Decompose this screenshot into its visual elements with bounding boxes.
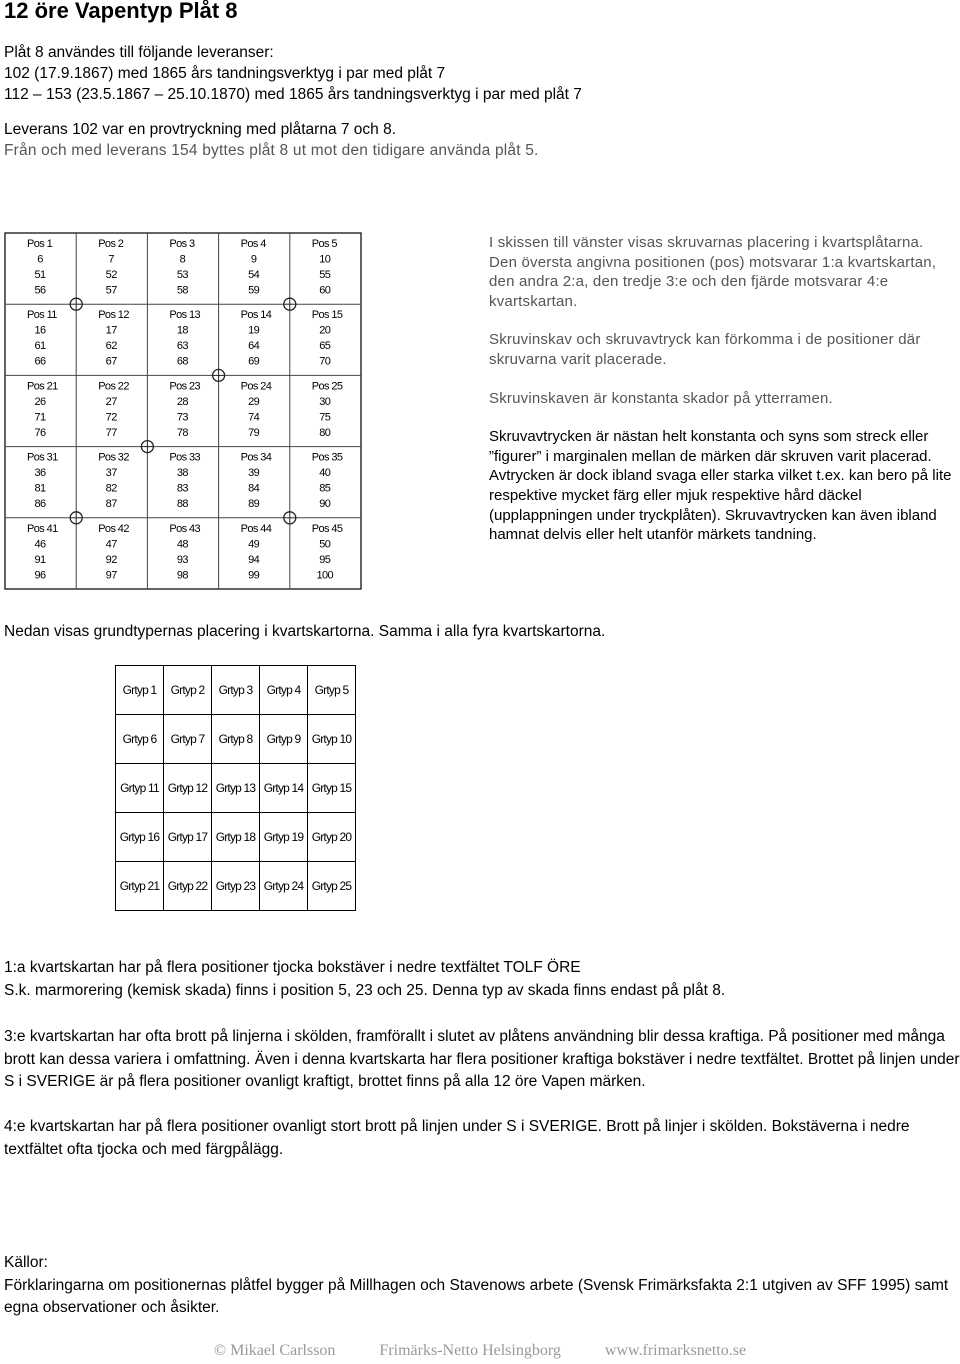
- note-text: S.k. marmorering (kemisk skada) finns i position 5, 23 och 25. Denna typ av skada finns endast på plåt 8.: [4, 981, 726, 999]
- grundtyp-row: [116, 715, 356, 764]
- sketch-pos-number: 63: [176, 340, 188, 353]
- sketch-pos-number: 81: [34, 482, 46, 495]
- sketch-pos-label: Pos 32: [98, 451, 129, 464]
- sources-label: Källor:: [4, 1254, 48, 1271]
- sketch-pos-number: 8: [179, 253, 186, 266]
- sketch-pos-number: 27: [105, 395, 117, 408]
- sketch-pos-number: 94: [248, 553, 260, 566]
- sketch-pos-number: 100: [316, 569, 334, 582]
- sketch-pos-label: Pos 31: [27, 451, 58, 464]
- sketch-pos-number: 91: [34, 553, 46, 566]
- sketch-pos-number: 66: [34, 355, 46, 368]
- explanation-p3: Skruvinskaven är konstanta skador på ytterramen.: [489, 389, 833, 407]
- sketch-pos-number: 87: [105, 498, 117, 511]
- grundtyp-cell: Grtyp 12: [164, 764, 212, 813]
- sketch-pos-number: 59: [248, 284, 260, 297]
- sources-text: Förklaringarna om positionernas plåtfel bygger på Millhagen och Stavenows arbete (Svensk Frimärksfakta 2:1 utgiven av SFF 1995) samt egna observationer och åsikter.: [4, 1276, 949, 1316]
- sketch-pos-number: 49: [248, 538, 260, 551]
- grundtyp-caption: Nedan visas grundtypernas placering i kvartskartorna. Samma i alla fyra kvartskartorna.: [4, 623, 606, 640]
- screw-marker-icon: [70, 298, 82, 310]
- note-quarter-3: 3:e kvartskartan har ofta brott på linjerna i skölden, framförallt i slutet av plåtens användning blir dessa kraftiga. På positioner med många brott kan dessa variera i omfattning. Även i denna kvartskarta har flera positioner kraftiga bokstäver i nedre textfältet. Brottet på linjen under S i SVERIGE är på flera positioner ovanligt kraftigt, brottet finns på alla 12 öre Vapen märken.: [4, 1028, 960, 1090]
- sketch-pos-label: Pos 22: [98, 380, 129, 393]
- sketch-pos-number: 74: [248, 411, 260, 424]
- sketch-pos-number: 38: [176, 467, 188, 480]
- sketch-pos-label: Pos 13: [169, 309, 201, 322]
- page-title: 12 öre Vapentyp Plåt 8: [4, 0, 238, 23]
- sketch-pos-number: 99: [248, 569, 260, 582]
- note-text: 1:a kvartskartan har på flera positioner tjocka bokstäver i nedre textfältet TOLF ÖRE: [4, 959, 581, 976]
- sketch-pos-number: 20: [319, 324, 331, 337]
- grundtyp-cell: Grtyp 18: [212, 813, 260, 862]
- sketch-pos-number: 82: [105, 482, 117, 495]
- grundtyp-row: [116, 813, 356, 862]
- sketch-pos-number: 53: [176, 269, 188, 281]
- sketch-pos-number: 28: [176, 395, 188, 408]
- sketch-pos-label: Pos 3: [169, 238, 195, 250]
- intro-line: Leverans 102 var en provtryckning med plåtarna 7 och 8.: [4, 121, 397, 138]
- sketch-pos-number: 88: [176, 498, 188, 511]
- sketch-pos-number: 18: [176, 324, 188, 337]
- sketch-pos-label: Pos 43: [169, 522, 201, 535]
- sketch-pos-number: 67: [105, 355, 117, 368]
- grundtyp-cell: Grtyp 9: [260, 715, 308, 764]
- sketch-pos-number: 39: [248, 467, 260, 480]
- sketch-pos-number: 40: [319, 467, 331, 480]
- sketch-pos-number: 6: [37, 253, 43, 266]
- sketch-pos-label: Pos 12: [98, 309, 129, 322]
- grundtyp-cell: Grtyp 24: [260, 862, 308, 911]
- sketch-pos-label: Pos 5: [311, 238, 337, 250]
- sketch-pos-number: 83: [176, 482, 188, 495]
- sketch-pos-label: Pos 21: [27, 380, 58, 393]
- sketch-pos-number: 37: [105, 467, 117, 480]
- explanation-p2: Skruvinskav och skruvavtryck kan förkomma i de positioner där skruvarna varit placerade.: [489, 331, 921, 368]
- grundtyp-cell: Grtyp 14: [260, 764, 308, 813]
- sketch-pos-number: 84: [248, 482, 260, 495]
- footer: [0, 1342, 960, 1360]
- sketch-pos-label: Pos 2: [98, 238, 124, 250]
- grundtyp-cell: Grtyp 23: [212, 862, 260, 911]
- sketch-pos-number: 10: [319, 253, 331, 266]
- sketch-pos-number: 51: [34, 269, 46, 281]
- sketch-pos-number: 76: [34, 426, 46, 439]
- sources-block: [4, 1252, 960, 1320]
- intro-block: [4, 42, 582, 161]
- sketch-pos-number: 78: [176, 426, 188, 439]
- grundtyp-cell: Grtyp 16: [116, 813, 164, 862]
- sketch-pos-number: 72: [105, 411, 117, 424]
- grundtyp-cell: Grtyp 2: [164, 666, 212, 715]
- grundtyp-row: [116, 764, 356, 813]
- sketch-pos-number: 73: [176, 411, 188, 424]
- sketch-pos-number: 57: [105, 284, 117, 297]
- sketch-pos-number: 58: [176, 284, 188, 297]
- sketch-pos-label: Pos 25: [311, 380, 343, 393]
- grundtyp-cell: Grtyp 8: [212, 715, 260, 764]
- sketch-pos-number: 52: [105, 269, 117, 281]
- screw-marker-icon: [284, 298, 296, 310]
- sketch-pos-label: Pos 24: [240, 380, 272, 393]
- grundtyp-cell: Grtyp 17: [164, 813, 212, 862]
- sketch-pos-number: 55: [319, 269, 331, 281]
- sketch-pos-label: Pos 45: [311, 522, 343, 535]
- sketch-pos-number: 48: [176, 538, 188, 551]
- sketch-pos-number: 86: [34, 498, 46, 511]
- sketch-pos-number: 85: [319, 482, 331, 495]
- grundtyp-table: [115, 665, 356, 911]
- sketch-pos-number: 93: [176, 553, 188, 566]
- sketch-pos-number: 46: [34, 538, 46, 551]
- sketch-pos-number: 68: [176, 355, 188, 368]
- screw-position-sketch: [4, 232, 362, 590]
- sketch-pos-number: 80: [319, 426, 331, 439]
- grundtyp-cell: Grtyp 19: [260, 813, 308, 862]
- sketch-pos-number: 77: [105, 426, 117, 439]
- sketch-pos-number: 47: [105, 538, 117, 551]
- sketch-pos-number: 70: [319, 355, 331, 368]
- sketch-pos-number: 61: [34, 340, 46, 353]
- screw-marker-icon: [284, 512, 296, 524]
- sketch-pos-label: Pos 42: [98, 522, 129, 535]
- sketch-pos-label: Pos 44: [240, 522, 272, 535]
- footer-website: www.frimarksnetto.se: [604, 1342, 747, 1359]
- sketch-pos-number: 69: [248, 355, 260, 368]
- sketch-pos-number: 16: [34, 324, 46, 337]
- sketch-pos-number: 60: [319, 284, 331, 297]
- sketch-pos-label: Pos 14: [240, 309, 272, 322]
- note-quarter-1: [4, 957, 960, 1002]
- grundtyp-cell: Grtyp 21: [116, 862, 164, 911]
- grundtyp-cell: Grtyp 3: [212, 666, 260, 715]
- grundtyp-row: [116, 666, 356, 715]
- sketch-pos-number: 50: [319, 538, 331, 551]
- sketch-pos-number: 29: [248, 395, 260, 408]
- sketch-pos-number: 65: [319, 340, 331, 353]
- sketch-pos-number: 79: [248, 426, 260, 439]
- sketch-pos-number: 36: [34, 467, 46, 480]
- grundtyp-cell: Grtyp 25: [308, 862, 356, 911]
- grundtyp-cell: Grtyp 10: [308, 715, 356, 764]
- sketch-pos-number: 92: [105, 553, 117, 566]
- sketch-pos-number: 62: [105, 340, 117, 353]
- sketch-pos-number: 71: [34, 411, 46, 424]
- sketch-pos-number: 7: [108, 253, 114, 266]
- explanation-text: Den översta angivna positionen (pos) motsvarar 1:a kvartskartan, den andra 2:a, den tredje 3:e och den fjärde motsvarar 4:e kvartskartan.: [489, 253, 937, 310]
- sketch-pos-number: 26: [34, 395, 46, 408]
- sketch-pos-label: Pos 15: [311, 309, 343, 322]
- sketch-pos-number: 89: [248, 498, 260, 511]
- footer-author: © Mikael Carlsson: [213, 1342, 336, 1359]
- sketch-pos-label: Pos 33: [169, 451, 201, 464]
- sketch-pos-number: 97: [105, 569, 117, 582]
- sketch-pos-label: Pos 23: [169, 380, 201, 393]
- sketch-pos-number: 64: [248, 340, 260, 353]
- grundtyp-cell: Grtyp 13: [212, 764, 260, 813]
- grundtyp-cell: Grtyp 1: [116, 666, 164, 715]
- sketch-pos-number: 96: [34, 569, 46, 582]
- grundtyp-cell: Grtyp 7: [164, 715, 212, 764]
- sketch-pos-label: Pos 1: [27, 238, 53, 250]
- sketch-svg: [4, 232, 362, 590]
- sketch-pos-label: Pos 11: [27, 309, 57, 322]
- sketch-pos-label: Pos 34: [240, 451, 272, 464]
- sketch-pos-number: 9: [250, 253, 257, 266]
- sketch-pos-number: 19: [248, 324, 260, 337]
- screw-marker-icon: [70, 512, 82, 524]
- sketch-pos-number: 75: [319, 411, 331, 424]
- sketch-pos-label: Pos 41: [27, 522, 58, 535]
- intro-line: Plåt 8 användes till följande leveranser:: [4, 44, 274, 61]
- grundtyp-row: [116, 862, 356, 911]
- sketch-pos-number: 95: [319, 553, 331, 566]
- intro-line: 102 (17.9.1867) med 1865 års tandningsverktyg i par med plåt 7: [4, 65, 446, 82]
- sketch-pos-number: 54: [248, 269, 260, 281]
- grundtyp-cell: Grtyp 5: [308, 666, 356, 715]
- sketch-explanation: [489, 233, 959, 564]
- intro-line: Från och med leverans 154 byttes plåt 8 ut mot den tidigare använda plåt 5.: [4, 142, 539, 159]
- grundtyp-cell: Grtyp 15: [308, 764, 356, 813]
- sketch-pos-label: Pos 35: [311, 451, 343, 464]
- screw-marker-icon: [141, 441, 153, 453]
- sketch-pos-number: 90: [319, 498, 331, 511]
- explanation-p4: Skruvavtrycken är nästan helt konstanta och syns som streck eller ”figurer” i marginalen mellan de märken där skruven varit placerad. Avtrycken är dock ibland svaga eller starka vilket t.ex. kan bero på lite respektive mycket färg eller mjuk respektive hård däckel (upplappningen under tryckplåten). Skruvavtrycken kan även ibland hamnat delvis eller helt utanför märkets tandning.: [489, 428, 952, 544]
- explanation-text: I skissen till vänster visas skruvarnas placering i kvartsplåtarna.: [489, 234, 924, 251]
- sketch-pos-number: 98: [176, 569, 188, 582]
- grundtyp-cell: Grtyp 11: [116, 764, 164, 813]
- grundtyp-cell: Grtyp 6: [116, 715, 164, 764]
- sketch-pos-number: 17: [105, 324, 117, 337]
- intro-line: 112 – 153 (23.5.1867 – 25.10.1870) med 1865 års tandningsverktyg i par med plåt 7: [4, 86, 582, 103]
- note-quarter-4: 4:e kvartskartan har på flera positioner ovanligt stort brott på linjen under S i SVERIGE. Brott på linjer i skölden. Bokstäverna i nedre textfältet ofta tjocka och med färgpålägg.: [4, 1118, 910, 1158]
- sketch-pos-number: 56: [34, 284, 46, 297]
- footer-company: Frimärks-Netto Helsingborg: [379, 1342, 561, 1359]
- screw-marker-icon: [213, 369, 225, 381]
- grundtyp-cell: Grtyp 20: [308, 813, 356, 862]
- explanation-p1: [489, 233, 959, 311]
- sketch-pos-label: Pos 4: [240, 238, 266, 250]
- grundtyp-cell: Grtyp 22: [164, 862, 212, 911]
- grundtyp-cell: Grtyp 4: [260, 666, 308, 715]
- sketch-pos-number: 30: [319, 395, 331, 408]
